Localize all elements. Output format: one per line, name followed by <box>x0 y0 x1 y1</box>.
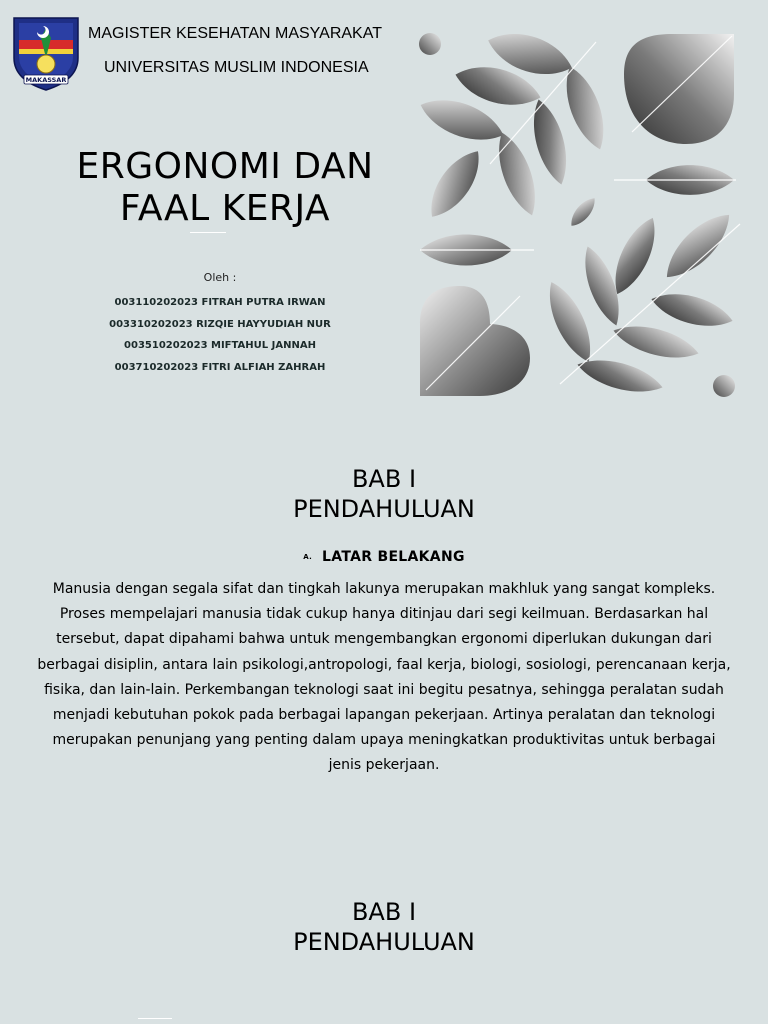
section-heading <box>0 549 768 565</box>
chapter-heading <box>0 897 768 957</box>
author-list <box>40 292 400 378</box>
title-line-1: ERGONOMI DAN <box>76 146 374 187</box>
author-item: 003310202023 RIZQIE HAYYUDIAH NUR <box>109 318 331 330</box>
chapter-slide <box>0 420 768 850</box>
author-item: 003710202023 FITRI ALFIAH ZAHRAH <box>114 361 326 373</box>
by-label: Oleh : <box>203 271 237 284</box>
crest-caption: MAKASSAR <box>25 76 67 84</box>
chapter-slide-repeat <box>0 850 768 1024</box>
institution-university: UNIVERSITAS MUSLIM INDONESIA <box>104 59 369 76</box>
chapter-number: BAB I <box>351 465 417 493</box>
title-line-2: FAAL KERJA <box>119 188 331 229</box>
body-paragraph: Manusia dengan segala sifat dan tingkah lakunya merupakan makhluk yang sangat kompleks. Proses mempelajari manusia tidak cukup hanya ditinjau dari segi keilmuan. Berdasarkan hal tersebut, dapat dipahami bahwa untuk mengembangkan ergonomi diperlukan dukungan dari berbagai disiplin, antara lain psikologi,antropologi, faal kerja, biologi, sosiologi, perencanaan kerja, fisika, dan lain-lain. Perkembangan teknologi saat ini begitu pesatnya, sehingga peralatan sudah menjadi kebutuhan pokok pada berbagai lapangan pekerjaan. Artinya peralatan dan teknologi merupakan penunjang yang penting dalam upaya meningkatkan produktivitas untuk berbagai jenis pekerjaan. <box>37 581 731 774</box>
decor-underline <box>138 1018 172 1019</box>
chapter-title: PENDAHULUAN <box>293 928 475 956</box>
title-underline <box>190 232 226 233</box>
leaf-cluster-bottom-right <box>539 204 739 399</box>
leaf-small-center <box>566 194 599 230</box>
section-marker: A. <box>303 553 313 561</box>
author-item: 003510202023 MIFTAHUL JANNAH <box>124 340 316 352</box>
section-title: LATAR BELAKANG <box>322 549 465 565</box>
chapter-title: PENDAHULUAN <box>293 495 475 523</box>
page-title <box>40 146 410 230</box>
decor-dot <box>419 33 441 55</box>
university-crest-icon <box>10 12 82 92</box>
institution-program: MAGISTER KESEHATAN MASYARAKAT <box>88 25 382 42</box>
chapter-number: BAB I <box>351 898 417 926</box>
decor-dot <box>713 375 735 397</box>
chapter-heading <box>0 464 768 524</box>
leaf-cluster-top-left <box>415 24 613 225</box>
cover-slide <box>0 0 768 420</box>
leaves-illustration-icon <box>410 24 746 404</box>
author-item: 003110202023 FITRAH PUTRA IRWAN <box>114 297 326 308</box>
